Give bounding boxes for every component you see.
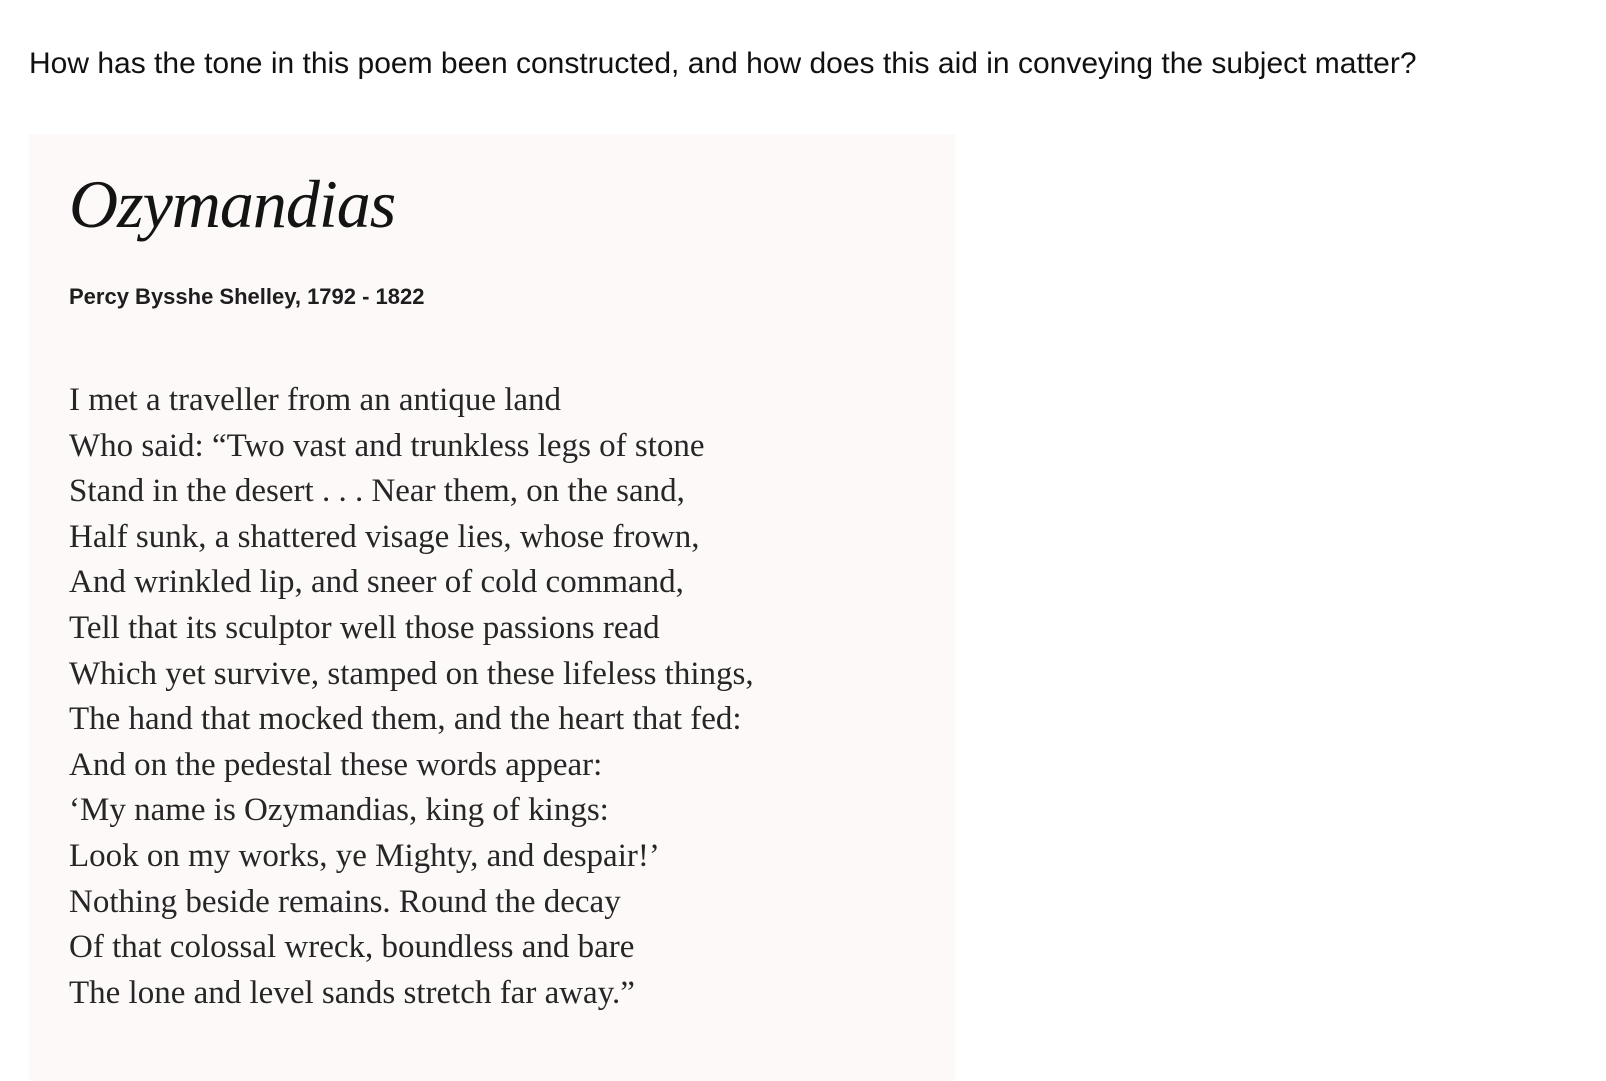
poem-line: ‘My name is Ozymandias, king of kings:: [69, 792, 609, 829]
poem-image: [29, 134, 955, 1081]
poem-body: [69, 378, 754, 1016]
poem-line: Look on my works, ye Mighty, and despair!’: [69, 837, 660, 874]
poem-line: The hand that mocked them, and the heart that fed:: [69, 701, 742, 738]
poem-line: And on the pedestal these words appear:: [69, 746, 603, 783]
poem-line: Which yet survive, stamped on these lifeless things,: [69, 655, 754, 692]
poem-author: Percy Bysshe Shelley, 1792 - 1822: [69, 284, 425, 309]
poem-line: Half sunk, a shattered visage lies, whose frown,: [69, 518, 700, 555]
poem-line: I met a traveller from an antique land: [69, 382, 562, 418]
poem-title: Ozymandias: [69, 166, 396, 242]
poem-line: And wrinkled lip, and sneer of cold command,: [69, 564, 684, 601]
poem-line: Nothing beside remains. Round the decay: [69, 883, 621, 920]
poem-line: Of that colossal wreck, boundless and bare: [69, 929, 635, 966]
poem-line: Tell that its sculptor well those passions read: [69, 609, 660, 646]
poem-line: Stand in the desert . . . Near them, on the sand,: [69, 473, 685, 510]
poem-line: Who said: “Two vast and trunkless legs of stone: [69, 427, 705, 464]
poem-line: The lone and level sands stretch far away.”: [69, 974, 635, 1011]
question-text: How has the tone in this poem been constructed, and how does this aid in conveying the subject matter?: [29, 47, 1417, 80]
